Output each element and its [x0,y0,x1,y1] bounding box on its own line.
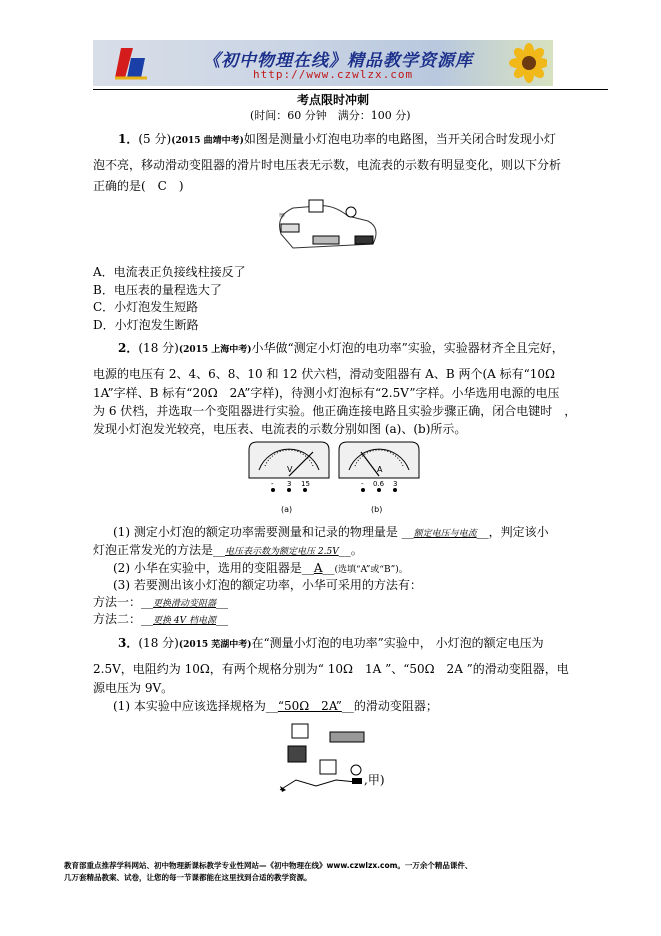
footer-line1: 教育部重点推荐学科网站、初中物理新课标教学专业性网站—《初中物理在线》www.czwlzx.com。一万余个精品课件、 [64,861,473,870]
banner-url[interactable]: http://www.czwlzx.com [253,68,414,81]
q2-sub2: (2) 小华在实验中，选用的变阻器是__A__(选填“A”或“B”)。 [113,561,408,575]
ammeter-terminal-3: 3 [393,480,398,488]
wire [280,780,356,790]
rheostat-icon [330,732,364,742]
rheostat-icon [313,236,339,244]
ammeter-dial [339,442,419,514]
sunflower-icon [499,43,547,83]
switch-icon [355,236,373,244]
q1-circuit-figure [273,196,383,254]
q1-line1: 1．(5 分)(2015 曲靖中考)如图是测量小灯泡电功率的电路图，当开关闭合时发现小灯 [118,132,556,146]
banner-title: 《初中物理在线》精品教学资源库 [203,51,473,71]
ammeter-symbol: A [377,465,383,474]
meter-b-caption: (b) [371,505,383,514]
q2-method1: 方法一：__更换滑动变阻器__ [93,595,229,609]
lamp-icon [351,765,361,775]
ammeter-terminal-neg: - [361,480,364,488]
q2-sub3: (3) 若要测出该小灯泡的额定功率，小华可采用的方法有： [113,578,422,592]
voltmeter-icon [320,760,336,774]
voltmeter-terminal-15: 15 [301,480,310,488]
q2-sub1-line2: 灯泡正常发光的方法是__电压表示数为额定电压 2.5V__。 [93,543,363,557]
q3-line1: 3．(18 分)(2015 芜湖中考)在“测量小灯泡的电功率”实验中， 小灯泡的额定电压为 [118,636,544,650]
q1-line2: 泡不亮，移动滑动变阻器的滑片时电压表无示数，电流表的示数有明显变化，则以下分析 [93,158,562,172]
footer-line2: 几万套精品教案、试卷，让您的每一节课都能在这里找到合适的教学资源。 [64,873,312,882]
q2-line5: 发现小灯泡发光较亮，电压表、电流表的示数分别如图 (a)、(b)所示。 [93,422,467,436]
site-logo-icon [111,44,151,82]
q2-line4: 为 6 伏档，并选取一个变阻器进行实验。他正确连接电路且实验步骤正确，闭合电键时 ， [93,404,577,418]
q3-line2: 2.5V，电阻约为 10Ω，有两个规格分别为“ 10Ω 1A ”、“50Ω 2A ”的滑动变阻器，电 [93,662,569,676]
header-banner [93,40,553,86]
meter-icon [292,724,308,738]
voltmeter-terminal-neg: - [271,480,274,488]
svg-text:甲: 甲 [279,213,286,220]
ammeter-terminal-06: 0.6 [373,480,385,488]
q2-method2: 方法二：__更换 4V 档电源__ [93,612,228,626]
q3-circuit-figure [276,720,376,798]
q3-sub1: (1) 本实验中应该选择规格为__“50Ω 2A”__的滑动变阻器； [113,699,438,713]
q1-option-a: A．电流表正负接线柱接反了 [93,265,246,279]
q1-option-d: D．小灯泡发生断路 [93,318,199,332]
voltmeter-symbol: V [287,465,293,474]
q1-option-c: C．小灯泡发生短路 [93,300,199,314]
q2-sub1-line1: (1) 测定小灯泡的额定功率需要测量和记录的物理量是 __额定电压与电流__，判定该小 [113,525,549,539]
q2-line1: 2．(18 分)(2015 上海中考)小华做“测定小灯泡的电功率”实验，实验器材齐全且完好， [118,341,564,355]
q3-line3: 源电压为 9V。 [93,681,174,695]
page-subtitle: (时间：60 分钟 满分：100 分) [250,109,411,122]
battery-icon [288,746,306,762]
q1-option-b: B．电压表的量程选大了 [93,283,222,297]
q2-line2: 电源的电压有 2、4、6、8、10 和 12 伏六档，滑动变阻器有 A、B 两个(A 标有“10Ω [93,367,555,381]
footer [64,860,472,884]
voltmeter-dial [249,442,329,514]
q1-line3: 正确的是( C ) [93,179,184,193]
header-rule [93,89,608,90]
voltmeter-icon [309,200,323,212]
q3-figure-caption: ,甲) [364,773,385,787]
voltmeter-terminal-3: 3 [287,480,292,488]
battery-icon [281,224,299,232]
lamp-icon [346,207,356,217]
q2-line3: 1A”字样、B 标有“20Ω 2A”字样)，待测小灯泡标有“2.5V”字样。小华选用电源的电压 [93,386,560,400]
page-title: 考点限时冲刺 [297,93,370,107]
q2-meters-figure [243,438,423,520]
meter-a-caption: (a) [281,505,293,514]
